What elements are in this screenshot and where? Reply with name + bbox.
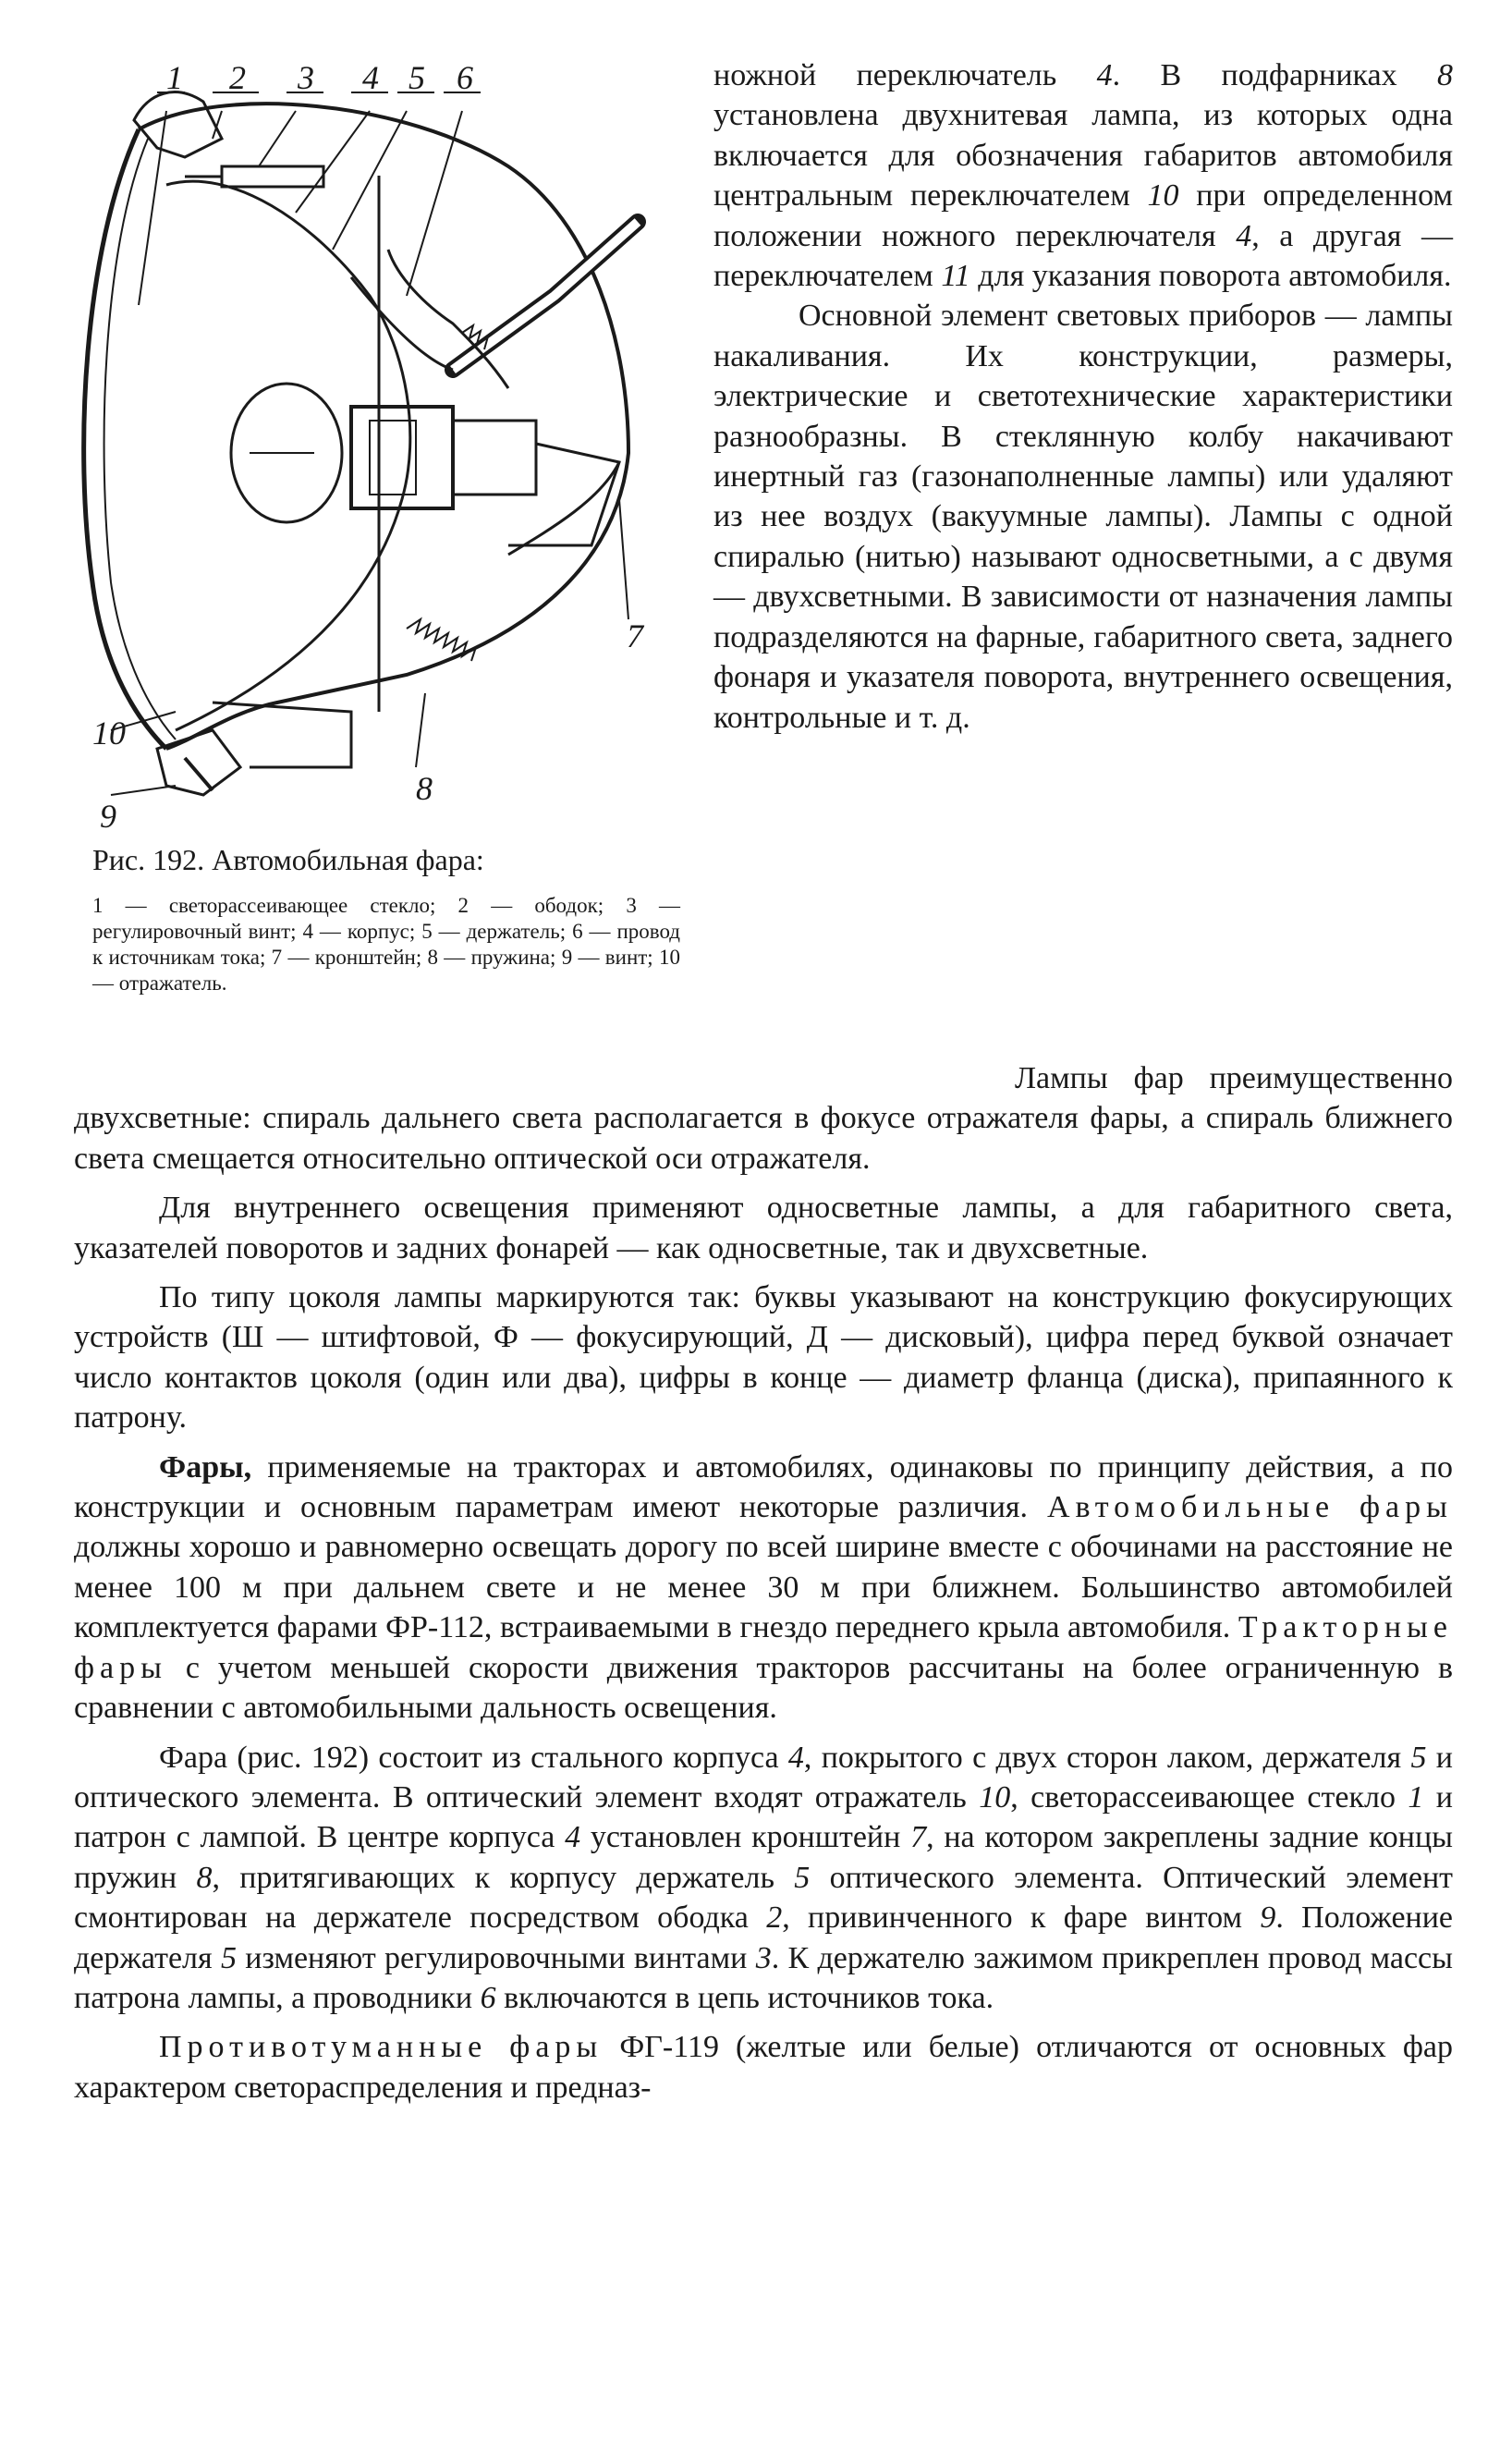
paragraph: Фара (рис. 192) состоит из стального корпуса 4, покрытого с двух сторон лаком, держателя 5 и оптического элемента. В оптический элемент входят отражатель 10, светорассеивающее стекло 1 и патрон с лампой. В центре корпуса 4 установлен кронштейн 7, на котором закреплены задние концы пружин 8, притягивающих к корпусу держатель 5 оптического элемента. Оптический элемент смонтирован на держателе посредством ободка 2, привинченного к фаре винтом 9. Положение держателя 5 изменяют регулировочными винтами 3. К держателю зажимом прикреплен провод массы патрона лампы, а проводники 6 включаются в цепь источников тока.: [74, 1740, 1454, 2015]
paragraph: ножной переключатель 4. В подфарниках 8 установлена двухнитевая лампа, из которых одна включается для обозначения габаритов автомобиля центральным переключателем 10 при определенном положении ножного переключателя 4, а другая — переключателем 11 для указания поворота автомобиля.: [713, 58, 1453, 294]
figure-label-2: 2: [229, 65, 246, 96]
paragraph: Для внутреннего освещения применяют односветные лампы, а для габаритного света, указателей поворотов и задних фонарей — как односветные, так и двухсветные.: [74, 1191, 1453, 1265]
paragraph: По типу цоколя лампы маркируются так: буквы указывают на конструкцию фокусирующих устройств (Ш — штифтовой, Ф — фокусирующий, Д — дисковый), цифра перед буквой означает число контактов цоколя (один или два), цифры в конце — диаметр фланца (диска), припаянного к патрону.: [74, 1280, 1453, 1436]
figure-label-8: 8: [416, 770, 433, 807]
paragraph: Основной элемент световых приборов — лампы накаливания. Их конструкции, размеры, электрические и светотехнические характеристики разнообразны. В стеклянную колбу накачивают инертный газ (газонаполненные лампы) или удаляют из нее воздух (вакуумные лампы). Лампы с одной спиралью (нитью) называют односветными, а с двумя — двухсветными. В зависимости от назначения лампы подразделяются на фарные, габаритного света, заднего фонаря и указателя поворота, внутреннего освещения, контрольные и т. д.: [713, 299, 1453, 735]
paragraph: Лампы фар преимущественно двухсветные: спираль дальнего света располагается в фокусе отражателя фары, а спираль ближнего света смещается относительно оптической оси отражателя.: [74, 1061, 1453, 1176]
figure-label-6: 6: [457, 65, 473, 96]
main-text: [74, 1058, 1453, 2108]
figure-label-10: 10: [92, 715, 126, 752]
figure-caption-title: Рис. 192. Автомобильная фара:: [92, 843, 484, 876]
headlight-figure: [74, 65, 684, 832]
figure-label-3: 3: [298, 65, 314, 96]
headlight-diagram: [74, 65, 684, 832]
paragraph: Противотуманные фары ФГ-119 (желтые или белые) отличаются от основных фар характером светораспределения и предназ-: [74, 2030, 1453, 2105]
figure-caption-legend: 1 — светорассеивающее стекло; 2 — ободок; 3 — регулировочный винт; 4 — корпус; 5 — держатель; 6 — провод к источникам тока; 7 — кронштейн; 8 — пружина; 9 — винт; 10 — отражатель.: [92, 894, 680, 995]
right-column-text: [713, 55, 1453, 738]
figure-label-1: 1: [166, 65, 183, 96]
paragraph: Фары, применяемые на тракторах и автомобилях, одинаковы по принципу действия, а по конструкции и основным параметрам имеют некоторые различия. Автомобильные фары должны хорошо и равномерно освещать дорогу по всей ширине вместе с обочинами на расстояние не менее 100 м при дальнем свете и не менее 30 м при ближнем. Большинство автомобилей комплектуется фарами ФР-112, встраиваемыми в гнездо переднего крыла автомобиля. Тракторные фары с учетом меньшей скорости движения тракторов рассчитаны на более ограниченную в сравнении с автомобильными дальность освещения.: [74, 1449, 1453, 1726]
figure-label-4: 4: [362, 65, 379, 96]
figure-label-5: 5: [408, 65, 425, 96]
figure-label-9: 9: [100, 798, 116, 832]
figure-label-7: 7: [627, 617, 643, 654]
